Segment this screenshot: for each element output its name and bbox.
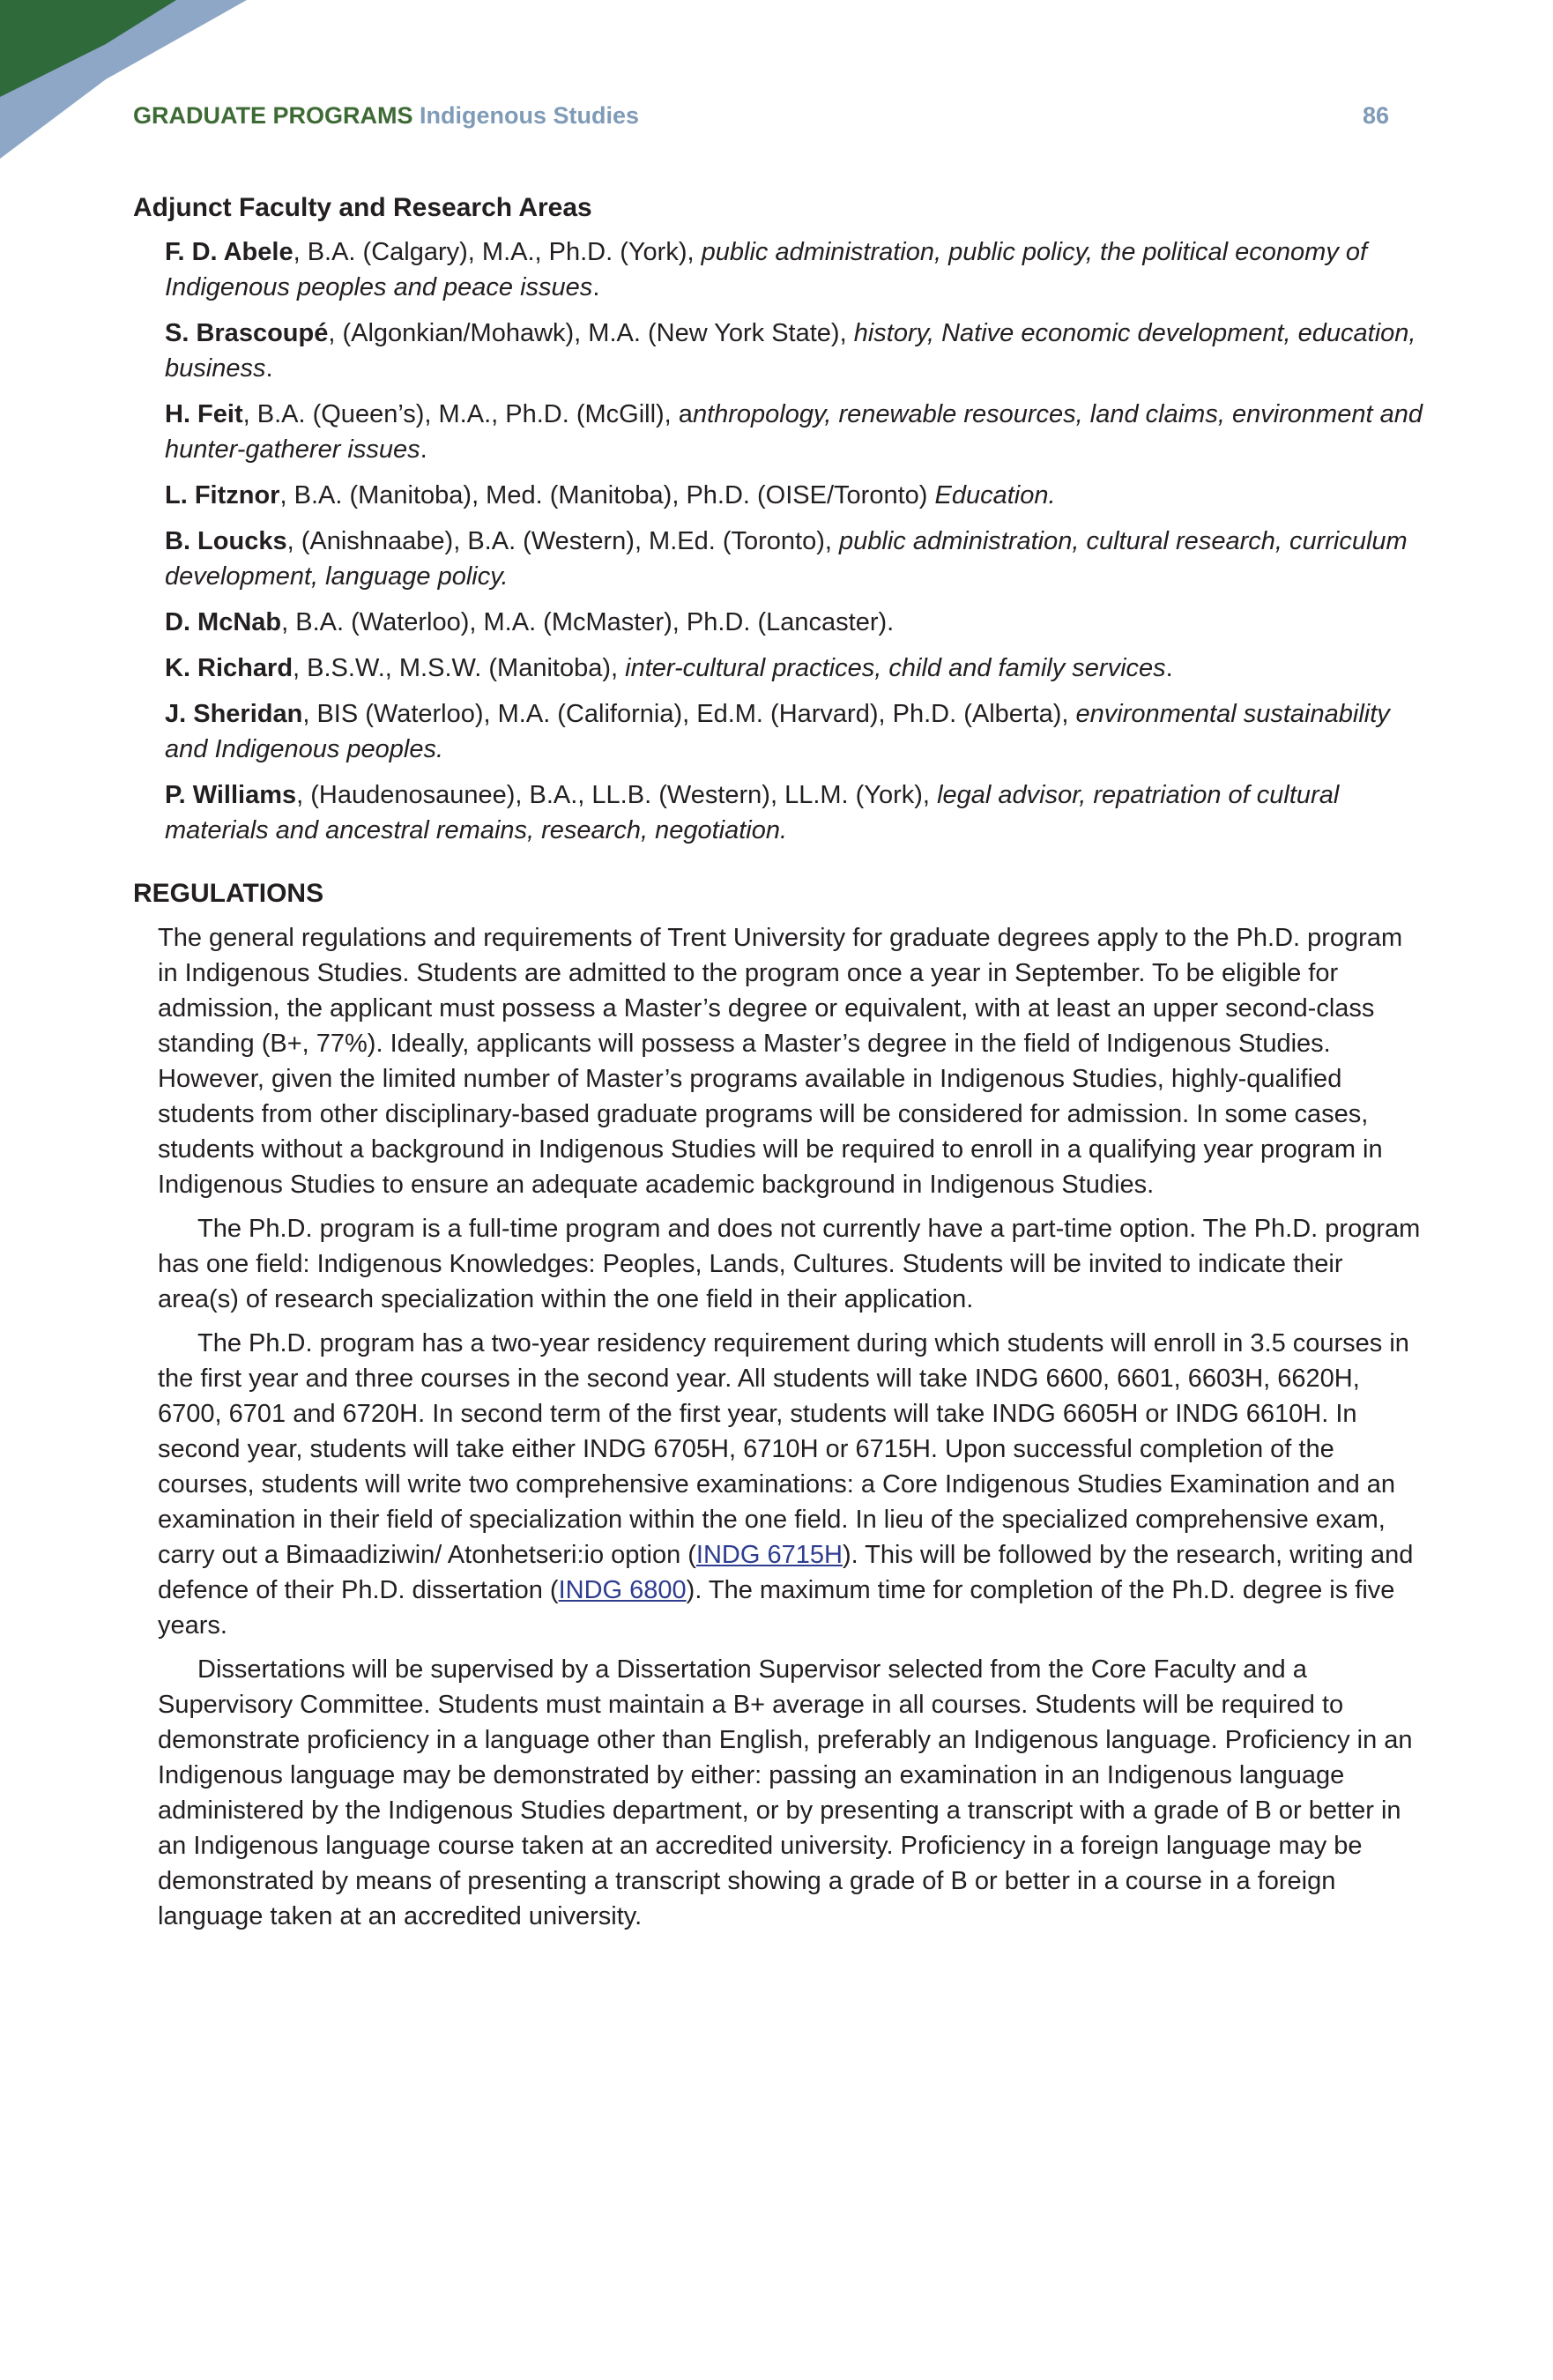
faculty-entry	[165, 777, 1424, 848]
faculty-credentials: , B.A. (Manitoba), Med. (Manitoba), Ph.D. (OISE/Toronto)	[279, 481, 935, 509]
regulations-paragraph-4: Dissertations will be supervised by a Dissertation Supervisor selected from the Core Faculty and a Supervisory Committee. Students must maintain a B+ average in all courses. Students will be required to demonstrate proficiency in a language other than English, preferably an Indigenous language. Proficiency in an Indigenous language may be demonstrated by either: passing an examination in an Indigenous language administered by the Indigenous Studies department, or by presenting a transcript with a grade of B or better in an Indigenous language course taken at an accredited university. Proficiency in a foreign language may be demonstrated by means of presenting a transcript showing a grade of B or better in a course in a foreign language taken at an accredited university.	[158, 1655, 1413, 1930]
faculty-entry	[165, 478, 1424, 513]
regulations-p3-text-b: ). This will be followed by the research, writing and defence of their Ph.D. dissertation (	[158, 1541, 1414, 1604]
faculty-credentials: , (Haudenosaunee), B.A., LL.B. (Western), LL.M. (York),	[296, 781, 938, 809]
faculty-name: K. Richard	[165, 654, 294, 682]
header-subsection: Indigenous Studies	[420, 102, 640, 129]
indg-6800-link[interactable]: INDG 6800	[558, 1576, 687, 1604]
faculty-name: B. Loucks	[165, 527, 287, 555]
regulations-paragraph-2: The Ph.D. program is a full-time program and does not currently have a part-time option. The Ph.D. program has one field: Indigenous Knowledges: Peoples, Lands, Cultures. Students will be invited to indicate their area(s) of research specialization within the one field in their application.	[158, 1215, 1421, 1313]
faculty-entry	[165, 605, 1424, 640]
faculty-name: P. Williams	[165, 781, 297, 809]
page-header	[133, 102, 1389, 138]
faculty-credentials: , B.A. (Queen’s), M.A., Ph.D. (McGill), a	[242, 400, 693, 428]
faculty-areas: nthropology, renewable resources, land claims, environment and hunter-gatherer issues	[165, 400, 1423, 464]
faculty-name: L. Fitznor	[165, 481, 280, 509]
faculty-credentials: , B.A. (Calgary), M.A., Ph.D. (York),	[293, 238, 702, 266]
faculty-areas: Education.	[934, 481, 1056, 509]
page-content	[133, 190, 1424, 1943]
faculty-name: J. Sheridan	[165, 700, 303, 728]
faculty-entry	[165, 234, 1424, 305]
faculty-name: S. Brascoupé	[165, 319, 329, 347]
faculty-areas: public administration, public policy, the political economy of Indigenous peoples and peace issues	[165, 238, 1368, 301]
regulations-paragraph-3	[158, 1326, 1427, 1643]
regulations-heading: REGULATIONS	[133, 879, 324, 908]
faculty-name: D. McNab	[165, 608, 282, 636]
regulations-p3-text-c: ). The maximum time for completion of the Ph.D. degree is five years.	[158, 1576, 1395, 1640]
faculty-entry	[165, 696, 1424, 767]
faculty-areas: history, Native economic development, education, business	[165, 319, 1416, 383]
faculty-areas: environmental sustainability and Indigenous peoples.	[165, 700, 1390, 763]
faculty-areas: legal advisor, repatriation of cultural materials and ancestral remains, research, negotiation.	[165, 781, 1340, 844]
faculty-credentials: , BIS (Waterloo), M.A. (California), Ed.M. (Harvard), Ph.D. (Alberta),	[302, 700, 1076, 728]
faculty-end: .	[1165, 654, 1173, 682]
faculty-credentials: , B.A. (Waterloo), M.A. (McMaster), Ph.D. (Lancaster).	[281, 608, 895, 636]
faculty-credentials: , (Algonkian/Mohawk), M.A. (New York State),	[328, 319, 854, 347]
regulations-paragraph-1: The general regulations and requirements of Trent University for graduate degrees apply to the Ph.D. program in Indigenous Studies. Students are admitted to the program once a year in September. To be eligible for admission, the applicant must possess a Master’s degree or equivalent, with at least an upper second-class standing (B+, 77%). Ideally, applicants will possess a Master’s degree in the field of Indigenous Studies. However, given the limited number of Master’s programs available in Indigenous Studies, highly-qualified students from other disciplinary-based graduate programs will be considered for admission. In some cases, students without a background in Indigenous Studies will be required to enroll in a qualifying year program in Indigenous Studies to ensure an adequate academic background in Indigenous Studies.	[158, 924, 1403, 1199]
faculty-entry	[165, 524, 1424, 594]
faculty-end: .	[592, 273, 600, 301]
adjunct-heading: Adjunct Faculty and Research Areas	[133, 193, 592, 222]
adjunct-faculty-list	[165, 234, 1424, 848]
header-section: GRADUATE PROGRAMS	[133, 102, 413, 129]
regulations-section	[133, 876, 1424, 1934]
faculty-entry	[165, 397, 1424, 467]
faculty-credentials: , (Anishnaabe), B.A. (Western), M.Ed. (Toronto),	[286, 527, 840, 555]
faculty-areas: inter-cultural practices, child and family services	[625, 654, 1166, 682]
faculty-end: .	[265, 354, 273, 383]
faculty-name: F. D. Abele	[165, 238, 294, 266]
faculty-name: H. Feit	[165, 400, 243, 428]
faculty-entry	[165, 651, 1424, 686]
faculty-end: .	[420, 435, 427, 464]
faculty-entry	[165, 316, 1424, 386]
regulations-p3-text-a: The Ph.D. program has a two-year residency requirement during which students will enroll in 3.5 courses in the first year and three courses in the second year. All students will take INDG 6600, 6601, 6603H, 6620H, 6700, 6701 and 6720H. In second term of the first year, students will take INDG 6605H or INDG 6610H. In second year, students will take either INDG 6705H, 6710H or 6715H. Upon successful completion of the courses, students will write two comprehensive examinations: a Core Indigenous Studies Examination and an examination in their field of specialization within the one field. In lieu of the specialized comprehensive exam, carry out a Bimaadiziwin/ Atonhetseri:io option (	[158, 1329, 1409, 1569]
faculty-areas: public administration, cultural research, curriculum development, language policy.	[165, 527, 1408, 591]
indg-6715h-link[interactable]: INDG 6715H	[695, 1541, 843, 1569]
page-number: 86	[1362, 102, 1389, 129]
faculty-credentials: , B.S.W., M.S.W. (Manitoba),	[293, 654, 626, 682]
